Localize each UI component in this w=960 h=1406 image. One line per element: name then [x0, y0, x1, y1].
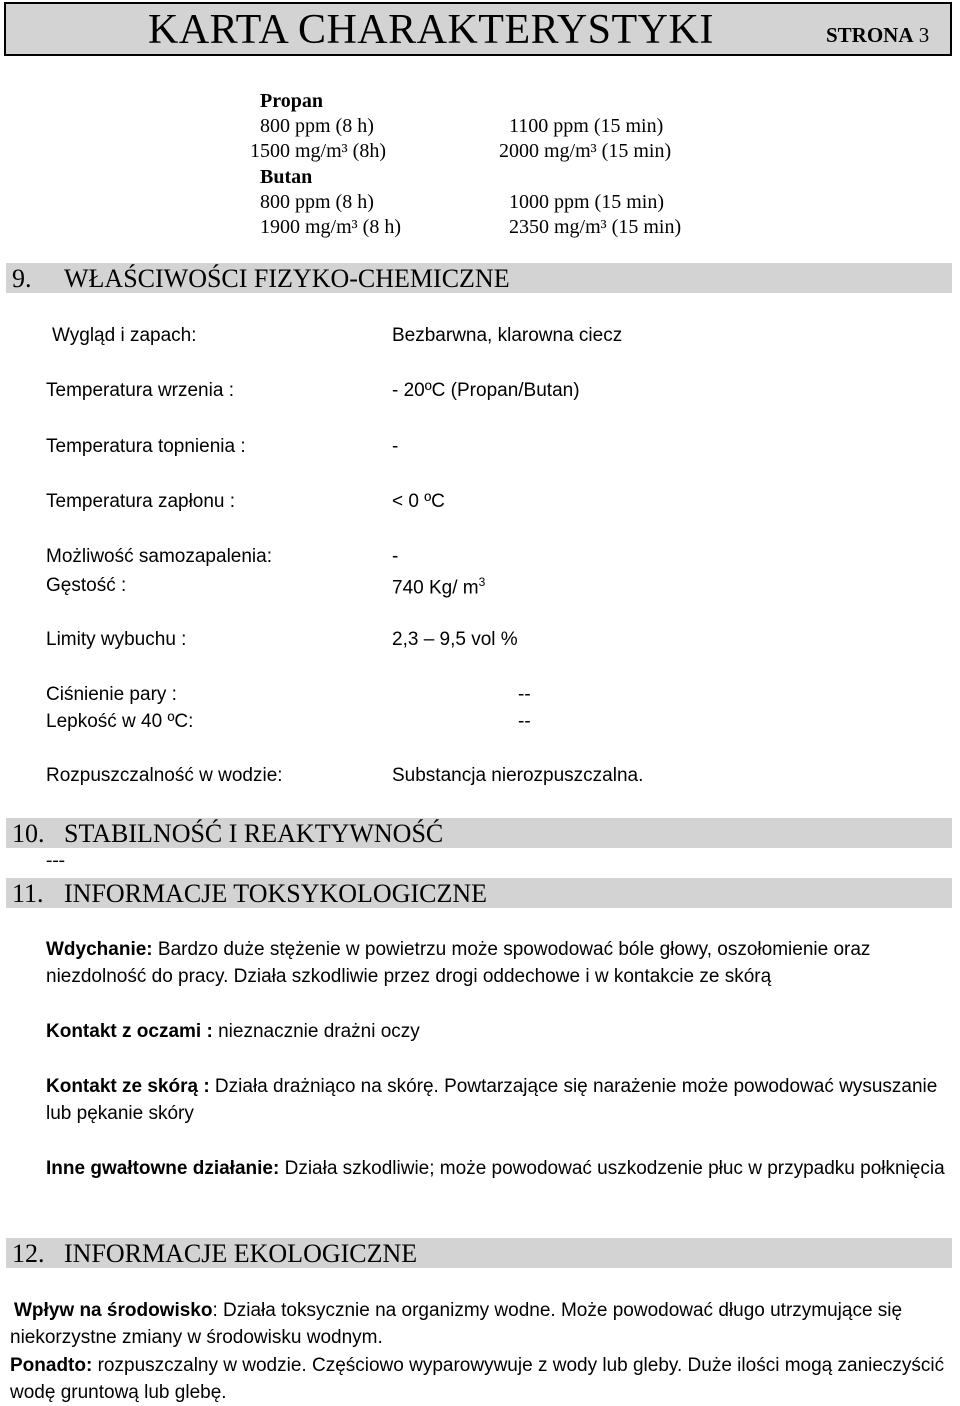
property-label-boiling-point: Temperatura wrzenia : — [46, 380, 234, 401]
property-label-viscosity: Lepkość w 40 ºC: — [46, 711, 194, 732]
document-title: KARTA CHARAKTERYSTYKI — [148, 7, 714, 53]
property-label-melting-point: Temperatura topnienia : — [46, 436, 246, 457]
property-value-viscosity: -- — [518, 711, 531, 732]
property-label-flash-point: Temperatura zapłonu : — [46, 491, 236, 512]
toxicology-skin-contact-text: Działa drażniąco na skórę. Powtarzające się narażenie może powodować wysuszanie lub pękanie skóry — [46, 1076, 938, 1124]
toxicology-other-effects-label: Inne gwałtowne działanie: — [46, 1158, 280, 1179]
property-label-appearance: Wygląd i zapach: — [52, 325, 197, 346]
section-10-title: STABILNOŚĆ I REAKTYWNOŚĆ — [64, 819, 444, 848]
property-value-melting-point: - — [392, 436, 399, 457]
butan-short-term-mg: 2350 mg/m³ (15 min) — [509, 216, 682, 238]
toxicology-eye-contact-text: nieznacznie drażni oczy — [212, 1021, 420, 1042]
propan-short-term-mg: 2000 mg/m³ (15 min) — [499, 140, 672, 162]
property-value-self-ignition: - — [392, 546, 399, 567]
property-value-vapor-pressure: -- — [518, 684, 531, 705]
toxicology-inhalation-label: Wdychanie: — [46, 939, 153, 960]
section-10-number: 10. — [12, 819, 45, 848]
ecology-additional-info — [10, 1352, 950, 1406]
propan-long-term-ppm: 800 ppm (8 h) — [260, 115, 374, 137]
property-label-explosion-limits: Limity wybuchu : — [46, 629, 187, 650]
page-label: STRONA — [826, 23, 914, 47]
ecology-environment-impact-label: Wpływ na środowisko — [14, 1300, 213, 1321]
page-number: 3 — [918, 23, 930, 47]
property-value-density — [392, 575, 485, 599]
propan-long-term-mg: 1500 mg/m³ (8h) — [250, 140, 386, 162]
page-indicator — [826, 23, 929, 48]
toxicology-inhalation — [46, 936, 946, 990]
section-12-number: 12. — [12, 1239, 45, 1268]
propan-short-term-ppm: 1100 ppm (15 min) — [509, 115, 664, 137]
property-value-explosion-limits: 2,3 – 9,5 vol % — [392, 629, 518, 650]
ecology-additional-info-text: rozpuszczalny w wodzie. Częściowo wyparowywuje z wody lub gleby. Duże ilości mogą zanieczyścić wodę gruntową lub glebę. — [10, 1355, 945, 1403]
property-value-flash-point: < 0 ºC — [392, 491, 445, 512]
butan-label: Butan — [260, 166, 313, 188]
ecology-environment-impact-text: : Działa toksycznie na organizmy wodne. Może powodować długo utrzymujące się niekorzystne zmiany w środowisku wodnym. — [10, 1300, 903, 1348]
property-label-self-ignition: Możliwość samozapalenia: — [46, 546, 272, 567]
toxicology-skin-contact — [46, 1073, 946, 1127]
ecology-environment-impact — [10, 1297, 950, 1351]
section-11-number: 11. — [12, 879, 44, 908]
property-value-appearance: Bezbarwna, klarowna ciecz — [392, 325, 623, 346]
toxicology-other-effects — [46, 1155, 946, 1182]
toxicology-inhalation-text: Bardzo duże stężenie w powietrzu może spowodować bóle głowy, oszołomienie oraz niezdolność do pracy. Działa szkodliwie przez drogi oddechowe i w kontakcie ze skórą — [46, 939, 871, 987]
density-value-text: 740 Kg/ m — [392, 577, 479, 599]
property-label-water-solubility: Rozpuszczalność w wodzie: — [46, 765, 283, 786]
ecology-additional-info-label: Ponadto: — [10, 1355, 93, 1376]
property-value-boiling-point: - 20ºC (Propan/Butan) — [392, 380, 580, 401]
section-10-content: --- — [46, 850, 65, 871]
butan-short-term-ppm: 1000 ppm (15 min) — [509, 191, 664, 213]
density-exponent: 3 — [478, 575, 486, 589]
toxicology-eye-contact-label: Kontakt z oczami : — [46, 1021, 213, 1042]
section-9-title: WŁAŚCIWOŚCI FIZYKO-CHEMICZNE — [64, 264, 510, 293]
property-value-water-solubility: Substancja nierozpuszczalna. — [392, 765, 644, 786]
propan-label: Propan — [260, 90, 323, 112]
butan-long-term-ppm: 800 ppm (8 h) — [260, 191, 374, 213]
property-label-vapor-pressure: Ciśnienie pary : — [46, 684, 177, 705]
section-9-number: 9. — [12, 264, 32, 293]
section-11-title: INFORMACJE TOKSYKOLOGICZNE — [64, 879, 488, 908]
property-label-density: Gęstość : — [46, 575, 127, 596]
toxicology-skin-contact-label: Kontakt ze skórą : — [46, 1076, 210, 1097]
toxicology-other-effects-text: Działa szkodliwie; może powodować uszkodzenie płuc w przypadku połknięcia — [279, 1158, 945, 1179]
section-12-title: INFORMACJE EKOLOGICZNE — [64, 1239, 418, 1268]
toxicology-eye-contact — [46, 1018, 946, 1045]
butan-long-term-mg: 1900 mg/m³ (8 h) — [260, 216, 401, 238]
